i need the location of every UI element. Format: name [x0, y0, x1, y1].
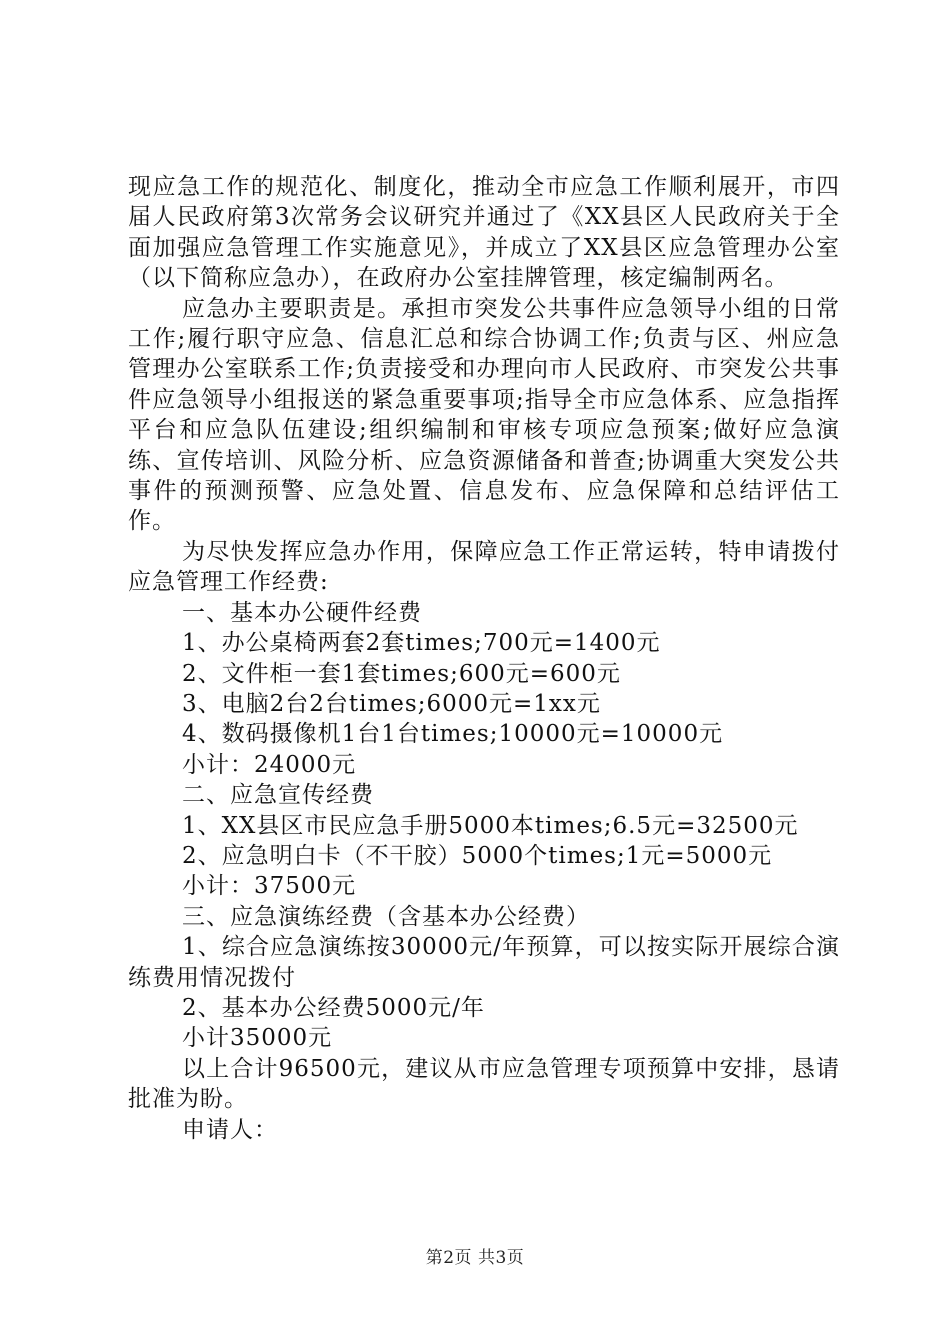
- paragraph: 小计：24000元: [182, 751, 357, 778]
- paragraph: 2、应急明白卡（不干胶）5000个times;1元=5000元: [182, 842, 773, 869]
- paragraph: 1、办公桌椅两套2套times;700元=1400元: [182, 630, 661, 657]
- paragraph: 1、综合应急演练按30000元/年预算，可以按实际开展综合演练费用情况拨付: [128, 934, 840, 991]
- paragraph: 小计：37500元: [182, 873, 357, 900]
- paragraph: 三、应急演练经费（含基本办公经费）: [182, 903, 590, 930]
- paragraph: 2、文件柜一套1套times;600元=600元: [182, 660, 621, 687]
- page-footer: 第2页 共3页: [425, 1248, 525, 1268]
- paragraph: 应急办主要职责是。承担市突发公共事件应急领导小组的日常工作;履行职守应急、信息汇总和综合协调工作;负责与区、州应急管理办公室联系工作;负责接受和办理向市人民政府、市突发公共事件应急领导小组报送的紧急重要事项;指导全市应急体系、应急指挥平台和应急队伍建设;组织编制和审核专项应急预案;做好应急演练、宣传培训、风险分析、应急资源储备和普查;协调重大突发公共事件的预测预警、应急处置、信息发布、应急保障和总结评估工作。: [128, 295, 840, 535]
- paragraph: 2、基本办公经费5000元/年: [182, 994, 485, 1021]
- paragraph: 现应急工作的规范化、制度化，推动全市应急工作顺利展开，市四届人民政府第3次常务会议研究并通过了《XX县区人民政府关于全面加强应急管理工作实施意见》，并成立了XX县区应急管理办公室（以下简称应急办），在政府办公室挂牌管理，核定编制两名。: [128, 174, 840, 292]
- paragraph: 为尽快发挥应急办作用，保障应急工作正常运转，特申请拨付应急管理工作经费:: [128, 538, 840, 596]
- paragraph: 小计35000元: [182, 1025, 333, 1052]
- document-body: [128, 172, 840, 1145]
- paragraph: 二、应急宣传经费: [182, 782, 374, 809]
- paragraph: 3、电脑2台2台times;6000元=1xx元: [182, 690, 601, 717]
- paragraph: 一、基本办公硬件经费: [182, 599, 422, 626]
- paragraph: 以上合计96500元，建议从市应急管理专项预算中安排，恳请批准为盼。: [128, 1055, 840, 1113]
- paragraph: 申请人：: [182, 1116, 278, 1143]
- paragraph: 4、数码摄像机1台1台times;10000元=10000元: [182, 721, 724, 748]
- paragraph: 1、XX县区市民应急手册5000本times;6.5元=32500元: [182, 812, 799, 839]
